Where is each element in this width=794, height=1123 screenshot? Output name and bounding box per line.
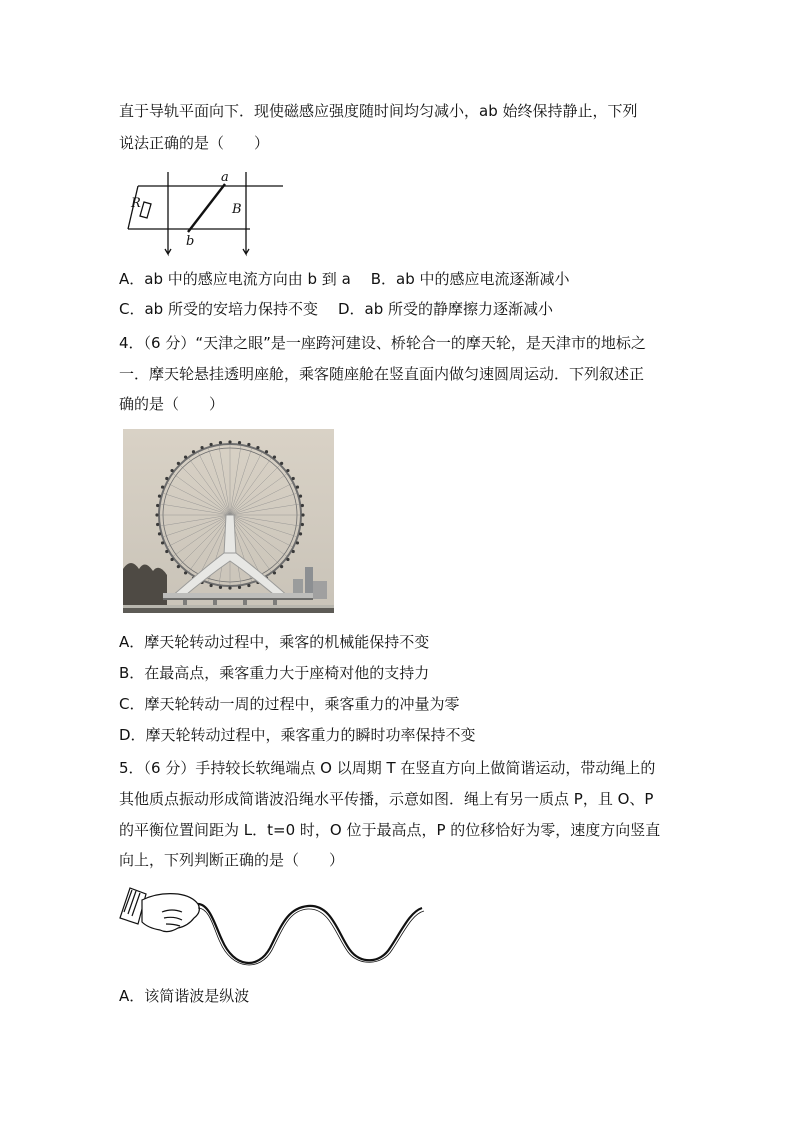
wheel-cabin [170, 558, 173, 561]
wheel-cabin [247, 443, 250, 446]
wheel-cabin [184, 455, 187, 458]
q3-stem-line-1: 直于导轨平面向下．现使磁感应强度随时间均匀减小，ab 始终保持静止，下列 [119, 102, 638, 120]
wheel-cabin [286, 558, 289, 561]
wheel-cabin [177, 462, 180, 465]
q3-stem-line-2: 说法正确的是（ ） [119, 134, 270, 152]
q3-options-ab [119, 269, 570, 289]
rod-end-b-label: b [186, 234, 195, 249]
wheel-cabin [161, 485, 164, 488]
wheel-cabin [301, 523, 304, 526]
q3-option-a: A．ab 中的感应电流方向由 b 到 a [119, 270, 351, 288]
wheel-cabin [228, 440, 231, 443]
q3-circuit-diagram [118, 166, 293, 258]
wheel-cabin [296, 541, 299, 544]
wheel-cabin [296, 485, 299, 488]
wheel-cabin [200, 446, 203, 449]
wheel-cabin [292, 477, 295, 480]
q4-option-a: A．摩天轮转动过程中，乘客的机械能保持不变 [119, 633, 430, 651]
wheel-cabin [161, 541, 164, 544]
magnetic-field-label: B [232, 202, 242, 217]
wheel-cabin [286, 469, 289, 472]
wheel-cabin [156, 523, 159, 526]
wheel-cabin [210, 443, 213, 446]
q5-stem-line-2: 其他质点振动形成简谐波沿绳水平传播，示意如图．绳上有另一质点 P，且 O、P [119, 790, 654, 808]
wheel-cabin [170, 469, 173, 472]
wheel-cabin [301, 513, 304, 516]
wheel-cabin [292, 550, 295, 553]
rod-end-a-label: a [221, 170, 229, 185]
q5-stem-line-3: 的平衡位置间距为 L．t=0 时，O 位于最高点，P 的位移恰好为零，速度方向竖直 [119, 821, 661, 839]
q3-options-cd [119, 299, 553, 319]
q5-stem-line-4: 向上，下列判断正确的是（ ） [119, 851, 345, 869]
wheel-cabin [238, 586, 241, 589]
wheel-cabin [247, 584, 250, 587]
wheel-cabin [219, 586, 222, 589]
wheel-cabin [184, 571, 187, 574]
wheel-cabin [158, 532, 161, 535]
wheel-cabin [156, 504, 159, 507]
wheel-cabin [273, 455, 276, 458]
wheel-cabin [299, 495, 302, 498]
wheel-cabin [256, 446, 259, 449]
wheel-cabin [210, 584, 213, 587]
wheel-cabin [280, 565, 283, 568]
q4-stem-line-2: 一．摩天轮悬挂透明座舱，乘客随座舱在竖直面内做匀速圆周运动．下列叙述正 [119, 365, 645, 383]
q4-stem-line-1: 4．（6 分）“天津之眼”是一座跨河建设、桥轮合一的摩天轮，是天津市的地标之 [119, 334, 646, 352]
wheel-cabin [165, 550, 168, 553]
wheel-cabin [158, 495, 161, 498]
q3-option-c: C．ab 所受的安培力保持不变 [119, 300, 318, 318]
q5-option-a: A．该简谐波是纵波 [119, 987, 250, 1005]
wheel-cabin [155, 513, 158, 516]
wheel-cabin [299, 532, 302, 535]
q3-option-b: B．ab 中的感应电流逐渐减小 [370, 270, 570, 288]
wheel-cabin [265, 450, 268, 453]
wheel-cabin [228, 586, 231, 589]
q4-option-b: B．在最高点，乘客重力大于座椅对他的支持力 [119, 664, 430, 682]
wheel-cabin [238, 441, 241, 444]
q4-option-d: D．摩天轮转动过程中，乘客重力的瞬时功率保持不变 [119, 726, 476, 744]
wheel-cabin [165, 477, 168, 480]
resistor-label: R [131, 196, 141, 211]
hand-icon [120, 888, 199, 932]
wheel-cabin [280, 462, 283, 465]
ferris-wheel-photo [123, 429, 334, 613]
wheel-cabin [177, 565, 180, 568]
rope-wave-diagram [118, 878, 428, 972]
wheel-cabin [301, 504, 304, 507]
q4-stem-line-3: 确的是（ ） [119, 395, 225, 413]
q5-stem-line-1: 5．（6 分）手持较长软绳端点 O 以周期 T 在竖直方向上做简谐运动，带动绳上的 [119, 759, 656, 777]
wheel-cabin [273, 571, 276, 574]
wheel-cabin [192, 450, 195, 453]
wheel-cabin [219, 441, 222, 444]
q4-option-c: C．摩天轮转动一周的过程中，乘客重力的冲量为零 [119, 695, 460, 713]
q3-option-d: D．ab 所受的静摩擦力逐渐减小 [337, 300, 554, 318]
